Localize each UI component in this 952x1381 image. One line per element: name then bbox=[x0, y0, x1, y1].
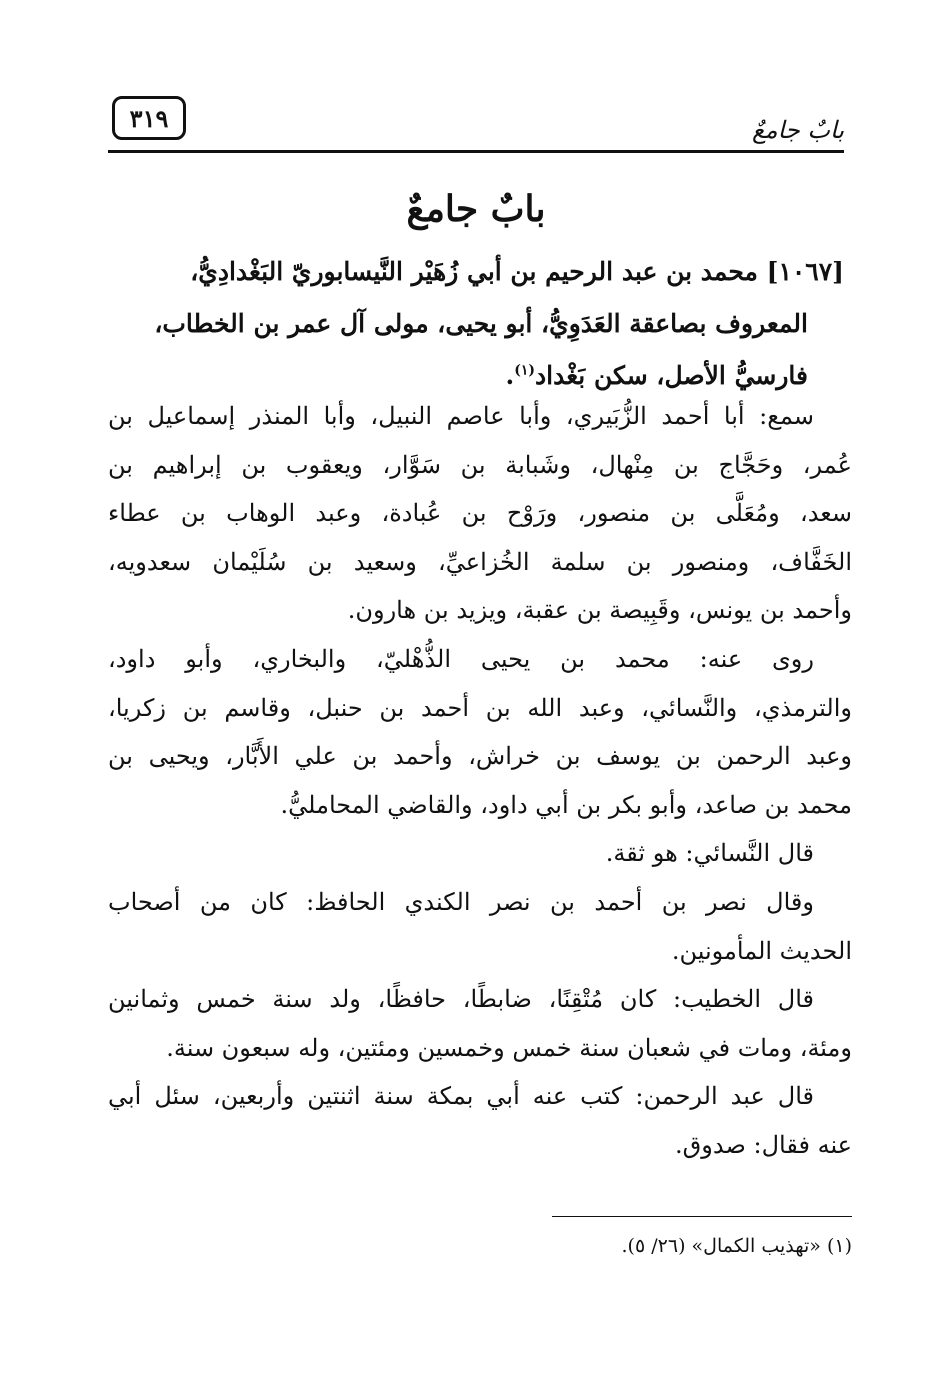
text-line: سعد، ومُعَلَّى بن منصور، ورَوْح بن عُبادة، وعبد الوهاب بن عطاء bbox=[108, 499, 852, 528]
footnote: (١) «تهذيب الكمال» (٢٦/ ٥). bbox=[621, 1235, 852, 1257]
paragraph-nasai bbox=[108, 829, 852, 878]
chapter-title: بابٌ جامعٌ bbox=[406, 188, 546, 230]
text-line: روى عنه: محمد بن يحيى الذُّهْليّ، والبخاري، وأبو داود، bbox=[108, 644, 814, 673]
text-line: ومئة، ومات في شعبان سنة خمس وخمسين ومئتين، وله سبعون سنة. bbox=[166, 1033, 852, 1062]
text-line: عُمر، وحَجَّاج بن مِنْهال، وشَبابة بن سَوَّار، ويعقوب بن إبراهيم بن bbox=[108, 450, 852, 479]
text-line: الخَفَّاف، ومنصور بن سلمة الخُزاعيِّ، وسعيد بن سُلَيْمان سعدويه، bbox=[108, 547, 852, 576]
entry-heading-line: [١٠٦٧] محمد بن عبد الرحيم بن أبي زُهَيْر النَّيسابوريّ البَغْدادِيُّ، bbox=[190, 257, 844, 286]
footnote-marker: (١) bbox=[514, 362, 536, 379]
page-number: ٣١٩ bbox=[112, 96, 186, 140]
footnote-rule bbox=[552, 1216, 852, 1217]
text-line: محمد بن صاعد، وأبو بكر بن أبي داود، والقاضي المحامليُّ. bbox=[280, 790, 852, 819]
text-line: وأحمد بن يونس، وقَبِيصة بن عقبة، ويزيد بن هارون. bbox=[347, 596, 852, 625]
entry-heading-line-text: فارسيُّ الأصل، سكن بَغْداد bbox=[535, 361, 808, 390]
text-line: عنه فقال: صدوق. bbox=[675, 1130, 852, 1159]
text-line: قال النَّسائي: هو ثقة. bbox=[605, 839, 814, 868]
text-line: وعبد الرحمن بن يوسف بن خراش، وأحمد بن علي الأَبَّار، ويحيى بن bbox=[108, 742, 852, 771]
entry-body bbox=[108, 392, 852, 1170]
paragraph-khatib bbox=[108, 975, 852, 1072]
entry-heading bbox=[100, 246, 844, 402]
text-line: وقال نصر بن أحمد بن نصر الكندي الحافظ: كان من أصحاب bbox=[108, 887, 814, 916]
header-rule bbox=[108, 150, 844, 153]
text-line: والترمذي، والنَّسائي، وعبد الله بن أحمد بن حنبل، وقاسم بن زكريا، bbox=[108, 693, 852, 722]
paragraph-heard-from bbox=[108, 392, 852, 635]
paragraph-abd-al-rahman bbox=[108, 1072, 852, 1169]
paragraph-kindi bbox=[108, 878, 852, 975]
running-title: بابٌ جامعٌ bbox=[752, 116, 844, 144]
text-line: الحديث المأمونين. bbox=[671, 936, 852, 965]
paragraph-narrated-from-him bbox=[108, 635, 852, 829]
entry-heading-end: . bbox=[505, 361, 515, 390]
text-line: قال عبد الرحمن: كتب عنه أبي بمكة سنة اثنتين وأربعين، سئل أبي bbox=[108, 1082, 814, 1111]
text-line: سمع: أبا أحمد الزُّبَيري، وأبا عاصم النبيل، وأبا المنذر إسماعيل بن bbox=[108, 402, 814, 430]
text-line: قال الخطيب: كان مُتْقِنًا، ضابطًا، حافظًا، ولد سنة خمس وثمانين bbox=[108, 985, 814, 1014]
entry-heading-line: المعروف بصاعقة العَدَوِيُّ، أبو يحيى، مولى آل عمر بن الخطاب، bbox=[154, 309, 808, 338]
